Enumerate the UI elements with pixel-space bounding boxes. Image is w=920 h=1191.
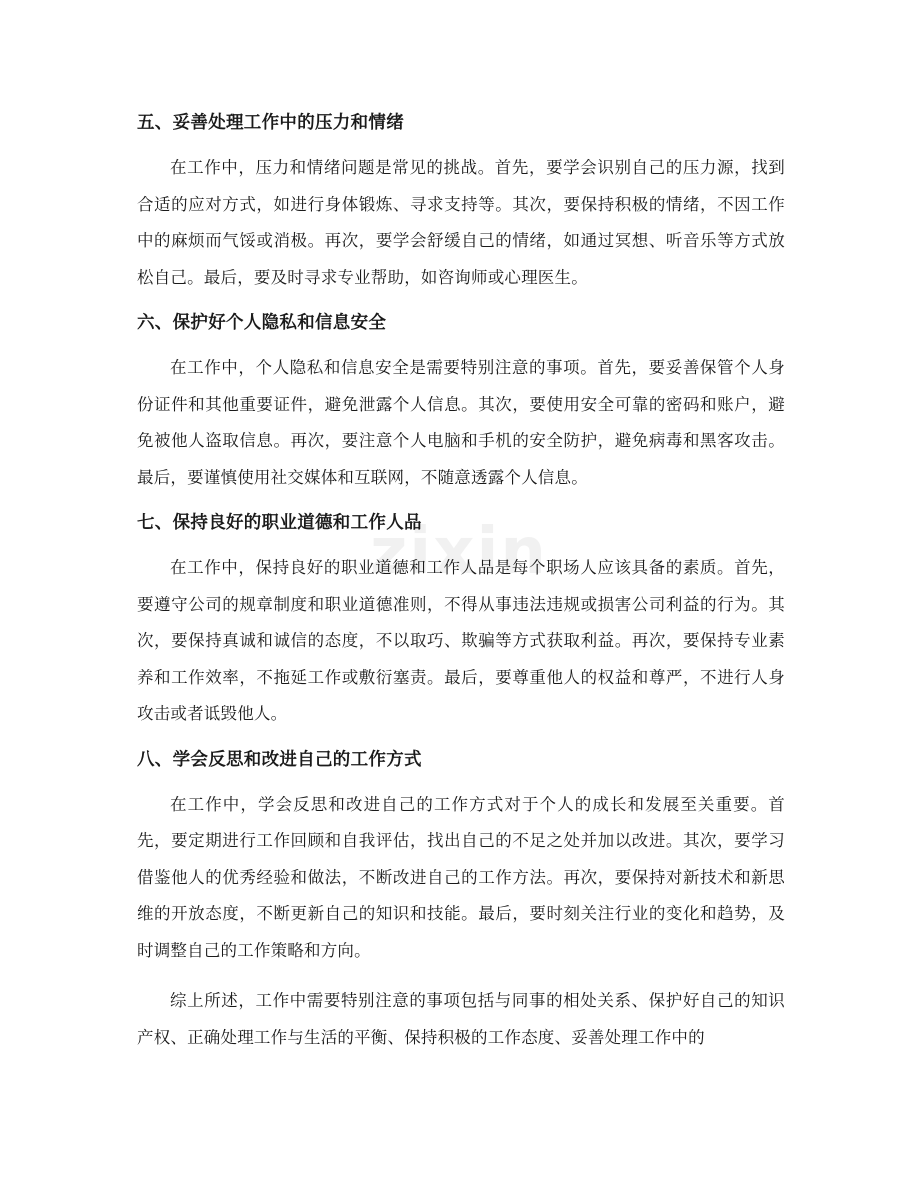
section-heading-8: 八、学会反思和改进自己的工作方式 — [137, 749, 422, 770]
watermark: zixin — [370, 515, 548, 589]
document-body — [137, 100, 785, 1070]
section-paragraph-6: 在工作中，个人隐私和信息安全是需要特别注意的事项。首先，要妥善保管个人身份证件和其他重要证件，避免泄露个人信息。其次，要使用安全可靠的密码和账户，避免被他人盗取信息。再次，要注意个人电脑和手机的安全防护，避免病毒和黑客攻击。最后，要谨慎使用社交媒体和互联网，不随意透露个人信息。 — [137, 358, 785, 487]
section-heading-5: 五、妥善处理工作中的压力和情绪 — [137, 113, 404, 133]
section-paragraph-5: 在工作中，压力和情绪问题是常见的挑战。首先，要学会识别自己的压力源，找到合适的应对方式，如进行身体锻炼、寻求支持等。其次，要保持积极的情绪，不因工作中的麻烦而气馁或消极。再次，要学会舒缓自己的情绪，如通过冥想、听音乐等方式放松自己。最后，要及时寻求专业帮助，如咨询师或心理医生。 — [137, 158, 785, 287]
section-paragraph-8: 在工作中，学会反思和改进自己的工作方式对于个人的成长和发展至关重要。首先，要定期进行工作回顾和自我评估，找出自己的不足之处并加以改进。其次，要学习借鉴他人的优秀经验和做法，不断改进自己的工作方法。再次，要保持对新技术和新思维的开放态度，不断更新自己的知识和技能。最后，要时刻关注行业的变化和趋势，及时调整自己的工作策略和方向。 — [137, 794, 785, 960]
section-heading-7: 七、保持良好的职业道德和工作人品 — [137, 513, 422, 533]
summary-paragraph: 综上所述，工作中需要特别注意的事项包括与同事的相处关系、保护好自己的知识产权、正确处理工作与生活的平衡、保持积极的工作态度、妥善处理工作中的 — [137, 991, 785, 1047]
section-heading-6: 六、保护好个人隐私和信息安全 — [137, 313, 387, 333]
section-paragraph-7: 在工作中，保持良好的职业道德和工作人品是每个职场人应该具备的素质。首先，要遵守公司的规章制度和职业道德准则，不得从事违法违规或损害公司利益的行为。其次，要保持真诚和诚信的态度，不以取巧、欺骗等方式获取利益。再次，要保持专业素养和工作效率，不拖延工作或敷衍塞责。最后，要尊重他人的权益和尊严，不进行人身攻击或者诋毁他人。 — [137, 558, 785, 723]
